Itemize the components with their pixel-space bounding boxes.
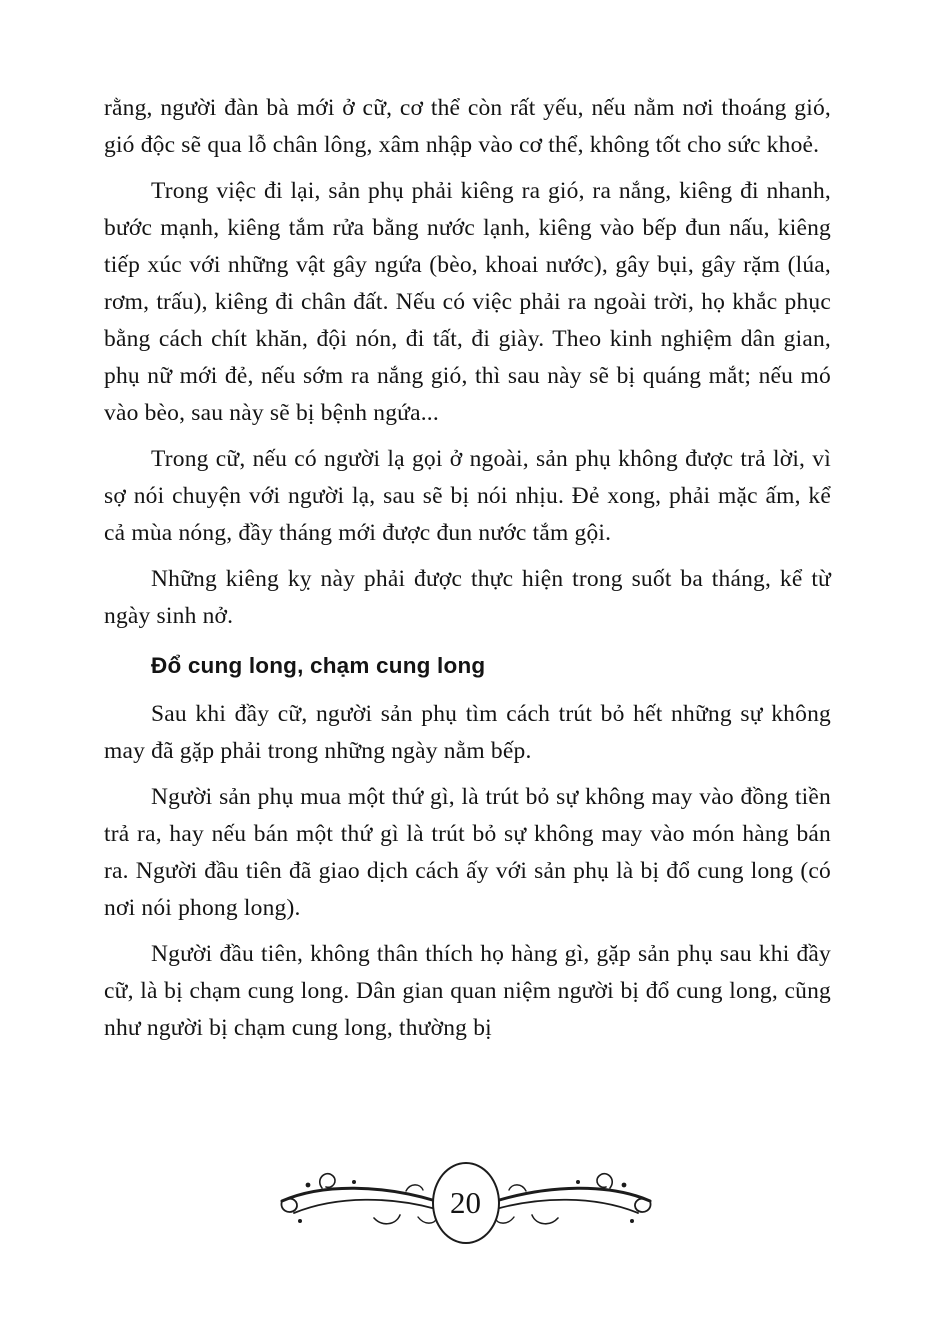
paragraph: Người sản phụ mua một thứ gì, là trút bỏ sự không may vào đồng tiền trả ra, hay nếu bán một thứ gì là trút bỏ sự không may vào món hàng bán ra. Người đầu tiên đã giao dịch cách ấy với sản phụ là bị đổ cung long (có nơi nói phong long). [104,784,831,921]
flourish-right-icon [494,1155,654,1251]
paragraph: rằng, người đàn bà mới ở cữ, cơ thể còn rất yếu, nếu nằm nơi thoáng gió, gió độc sẽ qua lỗ chân lông, xâm nhập vào cơ thể, không tốt cho sức khoẻ. [104,95,831,158]
paragraph: Sau khi đầy cữ, người sản phụ tìm cách trút bỏ hết những sự không may đã gặp phải trong những ngày nằm bếp. [104,701,831,764]
page-number: 20 [450,1185,481,1220]
paragraph: Trong cữ, nếu có người lạ gọi ở ngoài, sản phụ không được trả lời, vì sợ nói chuyện với người lạ, sau sẽ bị nói nhịu. Đẻ xong, phải mặc ấm, kể cả mùa nóng, đầy tháng mới được đun nước tắm gội. [104,446,831,546]
section-heading: Đổ cung long, chạm cung long [151,653,486,678]
paragraph: Người đầu tiên, không thân thích họ hàng gì, gặp sản phụ sau khi đầy cữ, là bị chạm cung long. Dân gian quan niệm người bị đổ cung long, cũng như người bị chạm cung long, thường bị [104,941,831,1041]
paragraph: Trong việc đi lại, sản phụ phải kiêng ra gió, ra nắng, kiêng đi nhanh, bước mạnh, kiêng tắm rửa bằng nước lạnh, kiêng vào bếp đun nấu, kiêng tiếp xúc với những vật gây ngứa (bèo, khoai nước), gây bụi, gây rặm (lúa, rơm, trấu), kiêng đi chân đất. Nếu có việc phải ra ngoài trời, họ khắc phục bằng cách chít khăn, đội nón, đi tất, đi giày. Theo kinh nghiệm dân gian, phụ nữ mới đẻ, nếu sớm ra nắng gió, thì sau này sẽ bị quáng mắt; nếu mó vào bèo, sau này sẽ bị bệnh ngứa... [104,178,831,426]
page-number-ornament [432,1162,500,1244]
flourish-left-icon [278,1155,438,1251]
page-text-block [104,90,831,1056]
page-footer [0,1155,931,1251]
paragraph: Những kiêng kỵ này phải được thực hiện trong suốt ba tháng, kể từ ngày sinh nở. [104,566,831,629]
